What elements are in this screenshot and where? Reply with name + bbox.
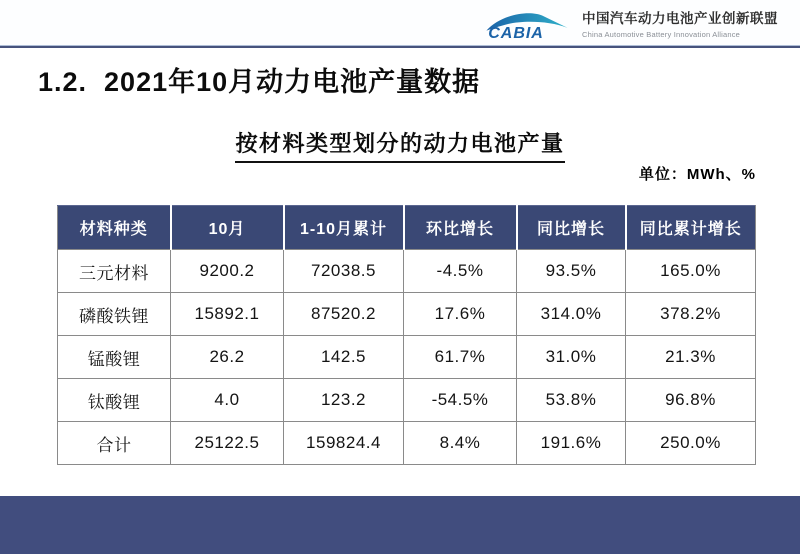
brand-block <box>481 8 778 42</box>
table-header-row <box>58 206 756 250</box>
cell-value: 159824.4 <box>284 422 404 465</box>
org-name-cn: 中国汽车动力电池产业创新联盟 <box>582 11 778 27</box>
cell-value: 165.0% <box>626 250 756 293</box>
cell-value: 21.3% <box>626 336 756 379</box>
cell-value: 8.4% <box>404 422 517 465</box>
top-brand-band <box>0 0 800 45</box>
cell-material: 三元材料 <box>58 250 171 293</box>
logo-text: CABIA <box>488 24 544 42</box>
header-divider-line <box>0 45 800 48</box>
col-header-mom-growth: 环比增长 <box>404 206 517 250</box>
cell-value: 15892.1 <box>171 293 284 336</box>
cell-material: 磷酸铁锂 <box>58 293 171 336</box>
cell-value: 9200.2 <box>171 250 284 293</box>
col-header-yoy-cum-growth: 同比累计增长 <box>626 206 756 250</box>
unit-label: 单位：MWh、% <box>638 166 756 183</box>
cell-material: 钛酸锂 <box>58 379 171 422</box>
cell-value: 4.0 <box>171 379 284 422</box>
production-data-table <box>57 205 756 465</box>
org-name-en: China Automotive Battery Innovation Alliance <box>582 29 741 39</box>
col-header-yoy-growth: 同比增长 <box>517 206 626 250</box>
cell-value: 93.5% <box>517 250 626 293</box>
footer-band <box>0 496 800 554</box>
cell-value: 191.6% <box>517 422 626 465</box>
table-title: 按材料类型划分的动力电池产量 <box>235 127 564 163</box>
cell-value: 250.0% <box>626 422 756 465</box>
table-row-total <box>58 422 756 465</box>
table-row <box>58 379 756 422</box>
cell-value: 87520.2 <box>284 293 404 336</box>
table-row <box>58 336 756 379</box>
brand-text <box>582 11 778 38</box>
cell-value: 142.5 <box>284 336 404 379</box>
cell-value: -4.5% <box>404 250 517 293</box>
cell-value: 123.2 <box>284 379 404 422</box>
col-header-cumulative: 1-10月累计 <box>284 206 404 250</box>
cell-value: 26.2 <box>171 336 284 379</box>
col-header-october: 10月 <box>171 206 284 250</box>
cell-value: 72038.5 <box>284 250 404 293</box>
cell-value: 314.0% <box>517 293 626 336</box>
table-title-wrap <box>0 127 800 163</box>
table-row <box>58 293 756 336</box>
table-row <box>58 250 756 293</box>
cell-value: 31.0% <box>517 336 626 379</box>
section-title: 1.2. 2021年10月动力电池产量数据 <box>38 67 481 97</box>
cabia-logo-icon <box>481 8 573 42</box>
cell-material: 合计 <box>58 422 171 465</box>
col-header-material: 材料种类 <box>58 206 171 250</box>
cell-value: 17.6% <box>404 293 517 336</box>
cell-value: 53.8% <box>517 379 626 422</box>
cell-value: 25122.5 <box>171 422 284 465</box>
cell-value: 61.7% <box>404 336 517 379</box>
cell-value: -54.5% <box>404 379 517 422</box>
cell-material: 锰酸锂 <box>58 336 171 379</box>
cell-value: 96.8% <box>626 379 756 422</box>
cell-value: 378.2% <box>626 293 756 336</box>
